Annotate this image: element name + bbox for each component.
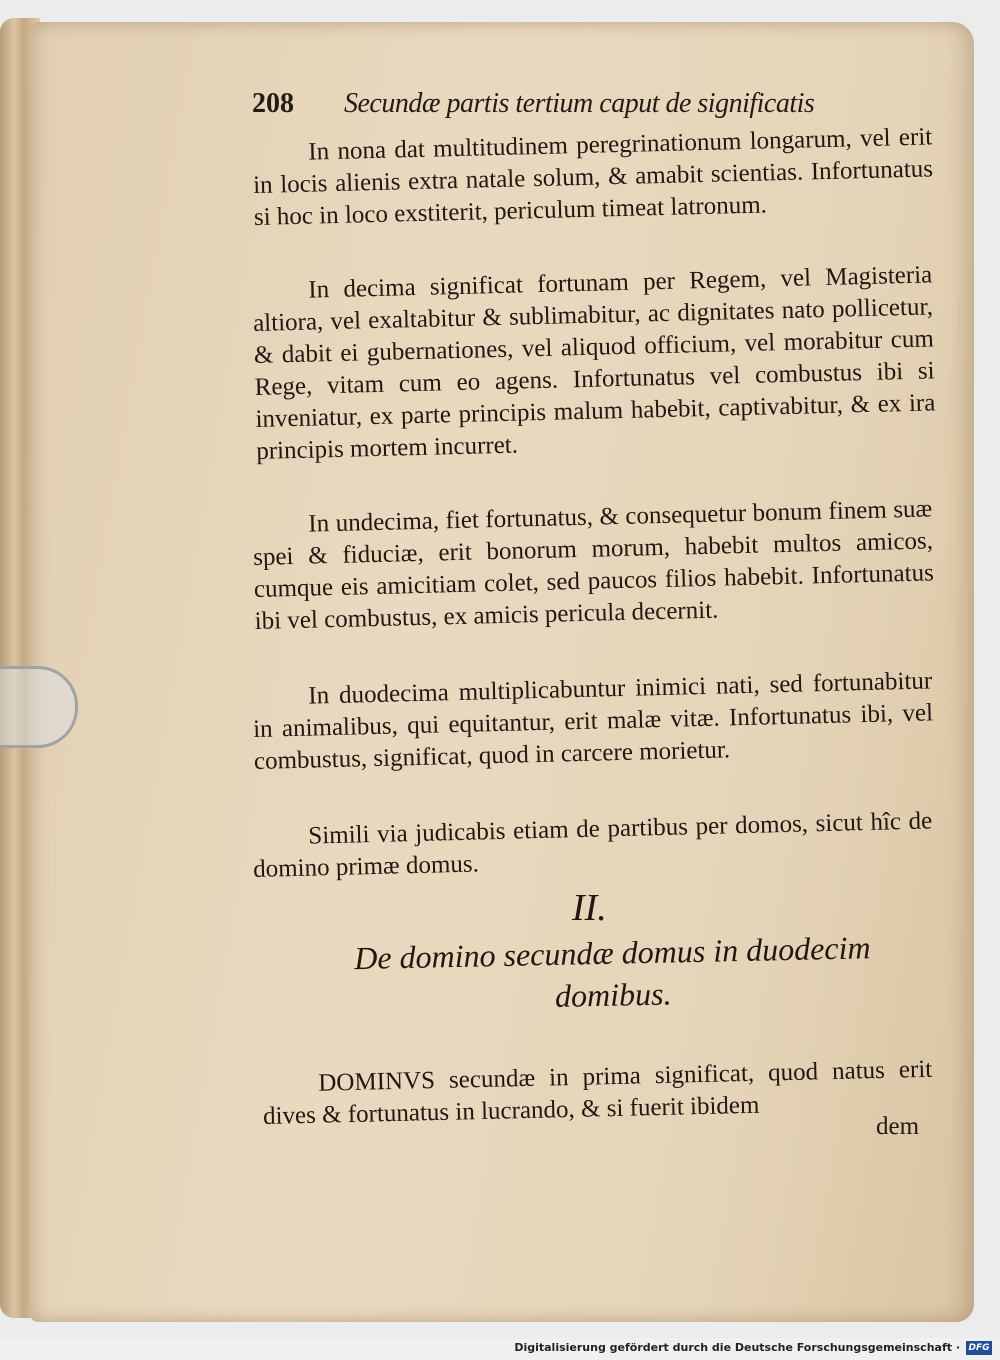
- paragraph-dominus-secundae: DOMINVS secundæ in prima significat, quod natus erit dives & fortunatus in lucrando, & si fuerit ibidem: [262, 1055, 933, 1130]
- page-number: 208: [252, 88, 294, 119]
- paragraph-duodecima: In duodecima multiplicabuntur inimici nati, sed fortunabitur in animalibus, qui equitantur, erit malæ vitæ. Infortunatus ibi, vel combustus, significat, quod in carcere morietur.: [252, 667, 934, 775]
- paragraph-undecima: In undecima, fiet fortunatus, & consequetur bonum finem suæ spei & fiduciæ, erit bonorum morum, habebit multos amicos, cumque eis amicitiam colet, sed paucos filios habebit. Infortunatus ibi vel combustus, ex amicis pericula decernit.: [252, 495, 935, 635]
- section-title: De domino secundæ domus in duodecim domibus.: [353, 929, 871, 1014]
- dfg-logo-icon: DFG: [966, 1341, 992, 1355]
- catchword: dem: [876, 1113, 920, 1140]
- page-header: [252, 84, 872, 128]
- running-title: Secundæ partis tertium caput de significatis: [344, 88, 815, 119]
- section-number: II.: [572, 887, 607, 929]
- footer-credit: Digitalisierung gefördert durch die Deutsche Forschungsgemeinschaft ·: [514, 1341, 960, 1354]
- paragraph-simili: Simili via judicabis etiam de partibus per domos, sicut hîc de domino primæ domus.: [252, 807, 933, 883]
- paragraph-decima: In decima significat fortunam per Regem, vel Magisteria altiora, vel exaltabitur & sublimabitur, ac dignitates nato pollicetur, & dabit ei gubernationes, vel aliquod officium, vel morabitur cum Rege, vitam cum eo agens. Infortunatus vel combustus ibi si inveniatur, ex parte principis malum habebit, captivabitur, & ex ira principis mortem incurret.: [252, 261, 936, 465]
- paragraph-nona: In nona dat multitudinem peregrinationum longarum, vel erit in locis alienis extra natale solum, & amabit scientias. Infortunatus si hoc in loco exstiterit, periculum timeat latronum.: [252, 123, 934, 231]
- footer-bar: [0, 1338, 1000, 1360]
- page-clip: [0, 666, 78, 748]
